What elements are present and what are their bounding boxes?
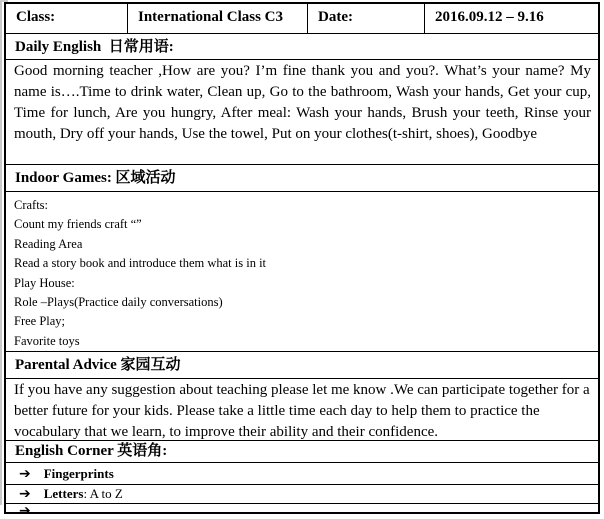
english-corner-bullet-row: [6, 484, 598, 503]
list-item: Read a story book and introduce them what is in it: [14, 256, 267, 271]
arrow-bullet-icon: ➔: [19, 465, 31, 482]
daily-english-text: Good morning teacher ,How are you? I’m fine thank you and you?. What’s your name? My name is….Time to drink water, Clean up, Go to the bathroom, Wash your hands, Get your cup, Time for lunch, Are you hungry, After meal: Wash your hands, Brush your teeth, Rinse your mouth, Dry off your hands, Use the towel, Put on your clothes(t-shirt, shoes), Goodbye: [14, 63, 591, 142]
indoor-games-title-row: [6, 164, 598, 191]
arrow-bullet-icon: ➔: [19, 486, 31, 502]
clipped-bullet-row: [6, 503, 598, 519]
indoor-games-title: Indoor Games: 区域活动: [15, 170, 176, 186]
parental-advice-body-row: [6, 378, 598, 440]
list-item: Crafts:: [14, 198, 49, 212]
parental-advice-text: If you have any suggestion about teaching please let me know .We can participate together for a better future for your kids. Please take a little time each day to help them to practice the vocabulary that we learn, to improve their ability and their confidence.: [14, 382, 590, 440]
bullet-rest-text: : A to Z: [83, 486, 123, 501]
schedule-table: [4, 2, 600, 519]
page-edge-line: [0, 0, 2, 505]
list-item: Role –Plays(Practice daily conversations): [14, 295, 223, 310]
list-item: Free Play;: [14, 314, 66, 329]
date-label: Date:: [307, 4, 424, 33]
daily-english-body-row: [6, 59, 598, 164]
bullet-bold-text: Letters: [43, 486, 84, 501]
daily-english-title-row: [6, 33, 598, 59]
list-item: Play House:: [14, 275, 75, 290]
class-value: International Class C3: [127, 4, 307, 33]
english-corner-title: English Corner 英语角:: [15, 443, 168, 459]
english-corner-bullet-row: [6, 462, 598, 484]
daily-english-title: Daily English 日常用语:: [15, 39, 174, 55]
list-item: Favorite toys: [14, 333, 80, 348]
list-item: Count my friends craft “”: [14, 217, 142, 232]
list-item: Reading Area: [14, 236, 83, 251]
class-label: Class:: [16, 9, 56, 25]
indoor-games-list-row: [6, 191, 598, 351]
table-header-row: [6, 4, 598, 33]
parental-advice-title-row: [6, 351, 598, 378]
date-value: 2016.09.12 – 9.16: [424, 4, 598, 33]
bullet-bold-text: Fingerprints: [43, 465, 114, 481]
arrow-bullet-icon: ➔: [19, 503, 31, 519]
english-corner-title-row: [6, 440, 598, 462]
indoor-games-list: [6, 192, 598, 351]
parental-advice-title: Parental Advice 家园互动: [15, 357, 181, 373]
